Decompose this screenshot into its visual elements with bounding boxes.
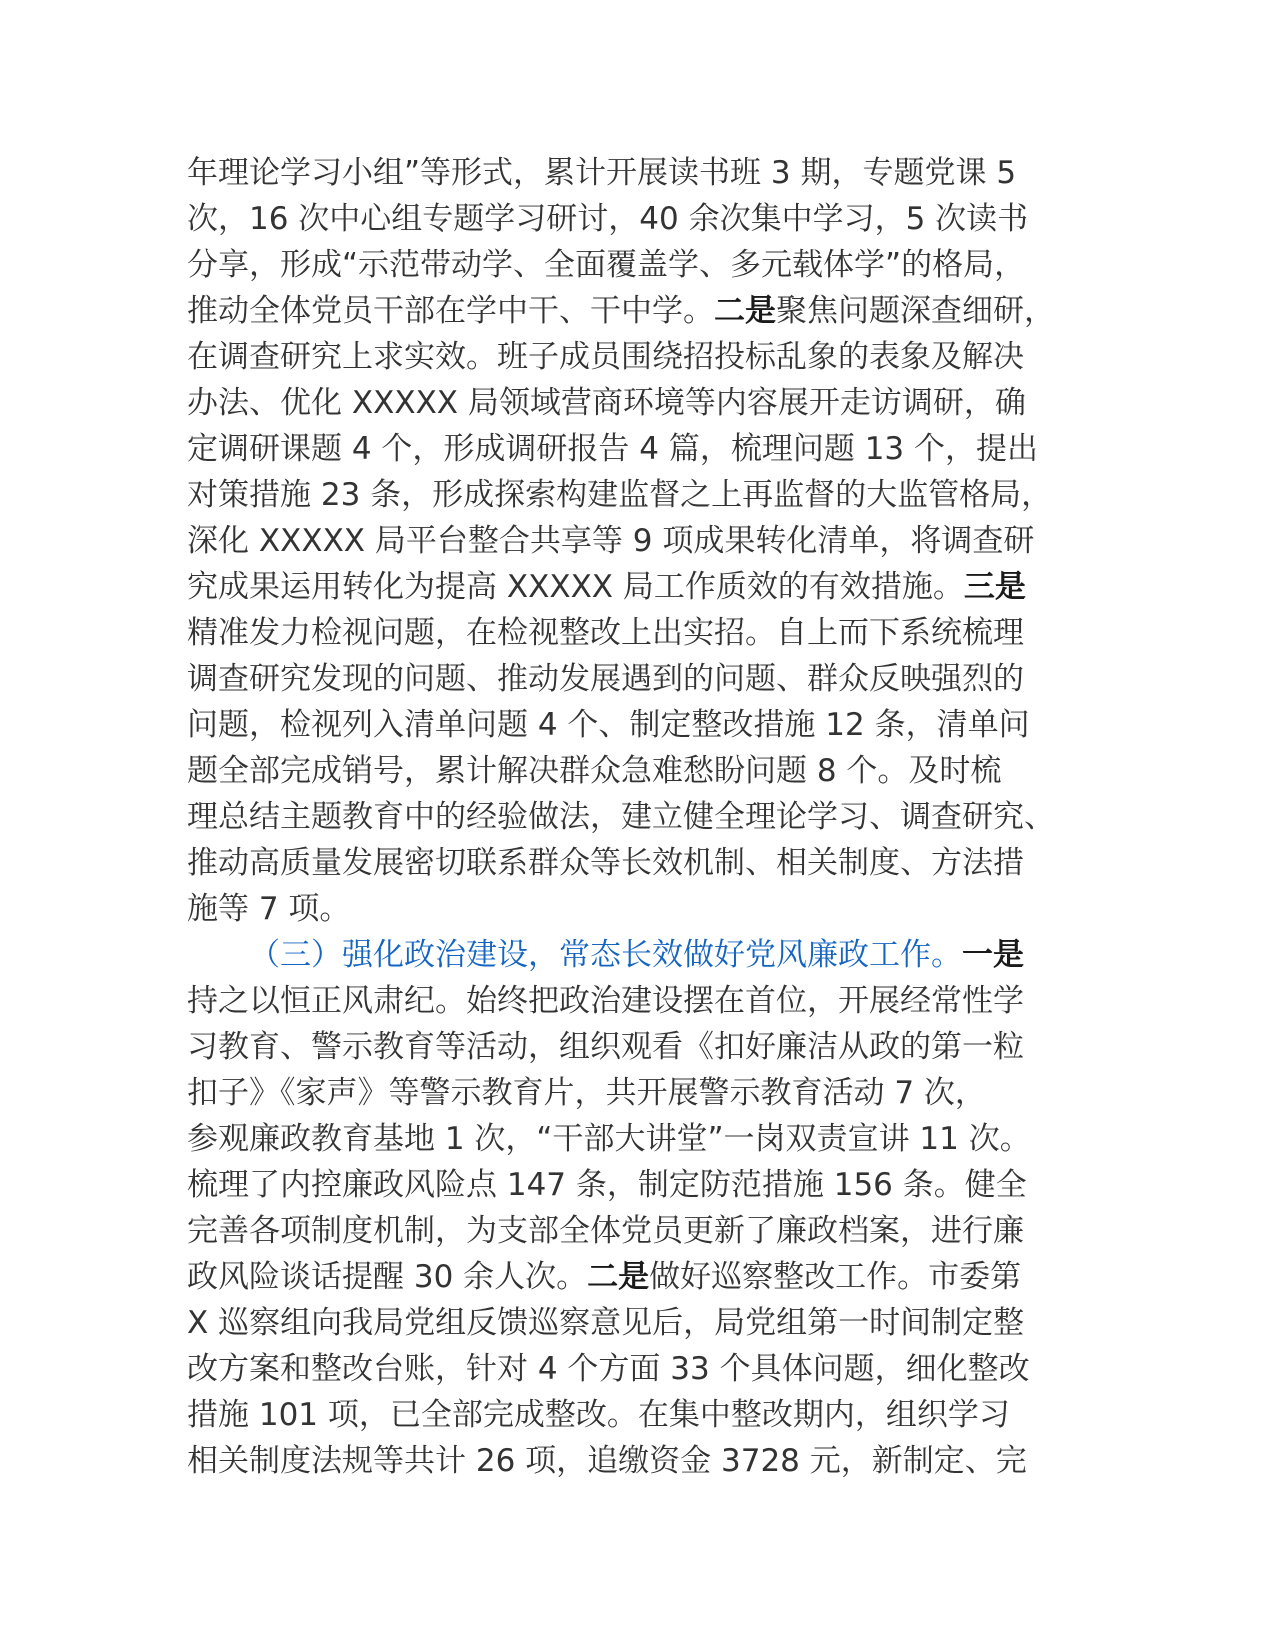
text-line: 问题，检视列入清单问题 4 个、制定整改措施 12 条，清单问 [187, 707, 1030, 743]
text-line: 完善各项制度机制，为支部全体党员更新了廉政档案，进行廉 [187, 1213, 1024, 1249]
text-line: 年理论学习小组”等形式，累计开展读书班 3 期，专题党课 5 [187, 155, 1017, 191]
text-run: 做好巡察整改工作。市委第 [649, 1259, 1022, 1295]
text-line: 在调查研究上求实效。班子成员围绕招投标乱象的表象及解决 [187, 339, 1024, 375]
text-line: 措施 101 项，已全部完成整改。在集中整改期内，组织学习 [187, 1397, 1010, 1433]
text-run: 聚焦问题深查细研， [776, 293, 1055, 329]
text-line: 次，16 次中心组专题学习研讨，40 余次集中学习，5 次读书 [187, 201, 1029, 237]
text-line: 分享，形成“示范带动学、全面覆盖学、多元载体学”的格局， [187, 247, 1026, 283]
bold-keyword: 一是 [962, 937, 1024, 973]
bold-keyword: 三是 [963, 569, 1026, 605]
text-line: 习教育、警示教育等活动，组织观看《扣好廉洁从政的第一粒 [187, 1029, 1024, 1065]
text-line [187, 1254, 1107, 1300]
bold-keyword: 二是 [714, 293, 776, 329]
text-run: 政风险谈话提醒 30 余人次。 [187, 1259, 588, 1295]
text-line: 扣子》《家声》等警示教育片，共开展警示教育活动 7 次， [187, 1075, 986, 1111]
text-line: 定调研课题 4 个，形成调研报告 4 篇，梳理问题 13 个，提出 [187, 431, 1039, 467]
text-line: 改方案和整改台账，针对 4 个方面 33 个具体问题，细化整改 [187, 1351, 1030, 1387]
text-line: X 巡察组向我局党组反馈巡察意见后，局党组第一时间制定整 [187, 1305, 1025, 1341]
text-line [187, 564, 1107, 610]
text-line: 推动高质量发展密切联系群众等长效机制、相关制度、方法措 [187, 845, 1024, 881]
text-line: 施等 7 项。 [187, 891, 351, 927]
section-heading: （三）强化政治建设，常态长效做好党风廉政工作。 [249, 937, 962, 973]
body-text [187, 150, 1107, 1484]
text-line: 办法、优化 XXXXX 局领域营商环境等内容展开走访调研，确 [187, 385, 1026, 421]
text-line: 梳理了内控廉政风险点 147 条，制定防范措施 156 条。健全 [187, 1167, 1027, 1203]
text-line [187, 288, 1107, 334]
text-line: 持之以恒正风肃纪。始终把政治建设摆在首位，开展经常性学 [187, 983, 1024, 1019]
text-line: 对策措施 23 条，形成探索构建监督之上再监督的大监管格局， [187, 477, 1053, 513]
text-line: 相关制度法规等共计 26 项，追缴资金 3728 元，新制定、完 [187, 1443, 1027, 1479]
bold-keyword: 二是 [587, 1259, 650, 1295]
text-line: 调查研究发现的问题、推动发展遇到的问题、群众反映强烈的 [187, 661, 1024, 697]
section-heading-line [187, 932, 1107, 978]
text-line: 精准发力检视问题，在检视整改上出实招。自上而下系统梳理 [187, 615, 1024, 651]
text-line: 参观廉政教育基地 1 次，“干部大讲堂”一岗双责宣讲 11 次。 [187, 1121, 1031, 1157]
text-line: 深化 XXXXX 局平台整合共享等 9 项成果转化清单，将调查研 [187, 523, 1035, 559]
text-line: 理总结主题教育中的经验做法，建立健全理论学习、调查研究、 [187, 799, 1055, 835]
text-run: 推动全体党员干部在学中干、干中学。 [187, 293, 714, 329]
text-run: 究成果运用转化为提高 XXXXX 局工作质效的有效措施。 [187, 569, 964, 605]
text-line: 题全部完成销号，累计解决群众急难愁盼问题 8 个。及时梳 [187, 753, 1002, 789]
